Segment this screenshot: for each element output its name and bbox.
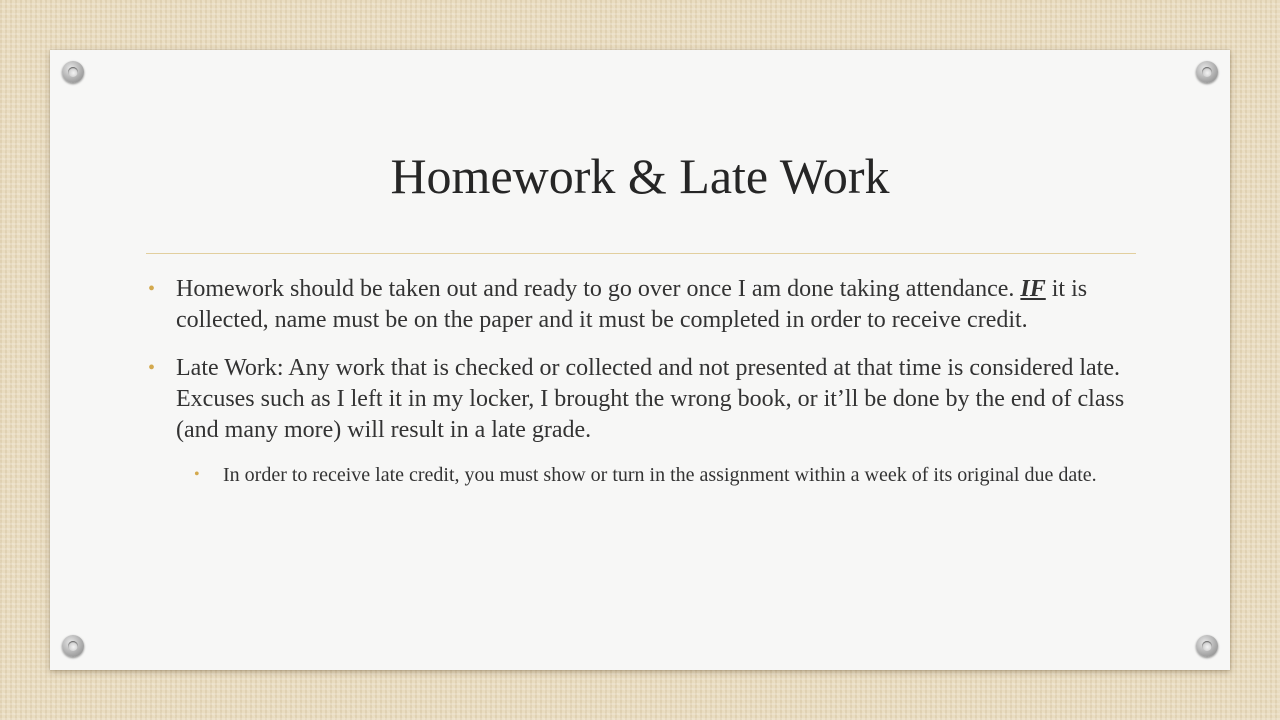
slide-content [148,274,1128,488]
title-divider [146,253,1136,254]
bullet-text: Homework should be taken out and ready to go over once I am done taking attendance. [176,276,1015,302]
grommet-icon [1196,635,1218,657]
bullet-text: Late Work: Any work that is checked or collected and not presented at that time is considered late. Excuses such as I left it in my locker, I brought the wrong book, or it’ll be done by the end of class (and many more) will result in a late grade. [176,355,1125,443]
grommet-icon [62,635,84,657]
sub-bullet-icon: • [194,466,200,483]
bullet-text: it is collected, name must be on the paper and it must be completed in order to receive credit. [176,276,1088,333]
bullet-emphasis: IF [1020,276,1046,302]
sub-bullet-text: In order to receive late credit, you must show or turn in the assignment within a week of its original due date. [223,464,1097,486]
grommet-icon [1196,61,1218,83]
slide-card [50,50,1230,670]
slide-title: Homework & Late Work [390,148,890,204]
bullet-homework [148,274,1128,336]
sub-bullet-late-credit [148,462,1128,488]
bullet-icon: • [148,357,156,379]
bullet-icon: • [148,278,156,300]
grommet-icon [62,61,84,83]
bullet-late-work [148,353,1128,446]
